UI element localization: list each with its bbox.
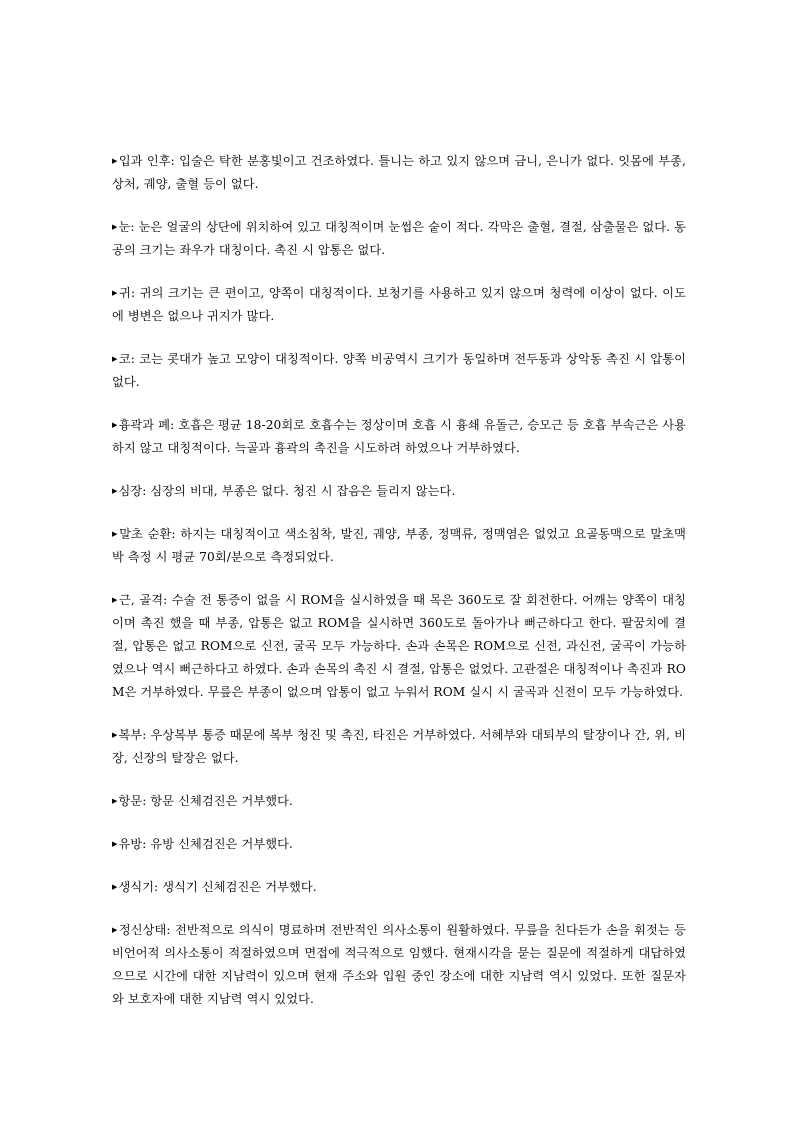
paragraph-peripheral-circulation [112, 523, 686, 569]
triangle-bullet-icon: ▶ [112, 487, 118, 495]
paragraph-text: 생식기: 생식기 신체검진은 거부했다. [118, 880, 317, 894]
document-body [112, 150, 686, 1031]
triangle-bullet-icon: ▶ [112, 731, 118, 739]
paragraph-musculoskeletal [112, 589, 686, 704]
paragraph-abdomen [112, 724, 686, 770]
paragraph-chest-lungs [112, 414, 686, 460]
paragraph-text: 복부: 우상복부 통증 때문에 복부 청진 및 촉진, 타진은 거부하였다. 서혜부와 대퇴부의 탈장이나 간, 위, 비장, 신장의 탈장은 없다. [112, 728, 686, 765]
paragraph-text: 유방: 유방 신체검진은 거부했다. [118, 837, 293, 851]
paragraph-text: 흉곽과 폐: 호흡은 평균 18-20회로 호흡수는 정상이며 호흡 시 흉쇄 유돌근, 승모근 등 호흡 부속근은 사용하지 않고 대칭적이다. 늑골과 흉곽의 촉진을 시도하려 하였으나 거부하였다. [112, 418, 687, 455]
triangle-bullet-icon: ▶ [112, 840, 118, 848]
paragraph-text: 눈: 눈은 얼굴의 상단에 위치하여 있고 대칭적이며 눈썹은 숱이 적다. 각막은 출혈, 결절, 삼출물은 없다. 동공의 크기는 좌우가 대칭이다. 촉진 시 압통은 없다. [112, 220, 686, 257]
paragraph-text: 말초 순환: 하지는 대칭적이고 색소침착, 발진, 궤양, 부종, 정맥류, 정맥염은 없었고 요골동맥으로 말초맥박 측정 시 평균 70회/분으로 측정되었다. [112, 527, 687, 564]
triangle-bullet-icon: ▶ [112, 530, 119, 538]
triangle-bullet-icon: ▶ [112, 223, 118, 231]
paragraph-text: 코: 코는 콧대가 높고 모양이 대칭적이다. 양쪽 비공역시 크기가 동일하며 전두동과 상악동 촉진 시 압통이 없다. [112, 352, 686, 389]
triangle-bullet-icon: ▶ [112, 797, 118, 805]
triangle-bullet-icon: ▶ [112, 421, 118, 429]
paragraph-text: 항문: 항문 신체검진은 거부했다. [118, 794, 293, 808]
paragraph-breast [112, 833, 686, 856]
triangle-bullet-icon: ▶ [112, 596, 119, 604]
triangle-bullet-icon: ▶ [112, 355, 118, 363]
paragraph-text: 심장: 심장의 비대, 부종은 없다. 청진 시 잡음은 들리지 않는다. [118, 484, 456, 498]
paragraph-mental-status [112, 919, 686, 1011]
triangle-bullet-icon: ▶ [112, 157, 118, 165]
paragraph-anus [112, 790, 686, 813]
paragraph-heart [112, 480, 686, 503]
triangle-bullet-icon: ▶ [112, 883, 118, 891]
paragraph-mouth-throat [112, 150, 686, 196]
paragraph-text: 근, 골격: 수술 전 통증이 없을 시 ROM을 실시하였을 때 목은 360도로 잘 회전한다. 어깨는 양쪽이 대칭이며 촉진 했을 때 부종, 압통은 없고 ROM을 실시하면 360도로 돌아가나 뻐근하다고 한다. 팔꿈치에 결절, 압통은 없고 ROM으로 신전, 굴곡 모두 가능하다. 손과 손목은 ROM으로 신전, 과신전, 굴곡이 가능하였으나 역시 뻐근하다고 하였다. 손과 손목의 촉진 시 결절, 압통은 없었다. 고관절은 대칭적이나 촉진과 ROM은 거부하였다. 무릎은 부종이 없으며 압통이 없고 누워서 ROM 실시 시 굴곡과 신전이 모두 가능하였다. [112, 593, 687, 699]
paragraph-text: 입과 인후: 입술은 탁한 분홍빛이고 건조하였다. 틀니는 하고 있지 않으며 금니, 은니가 없다. 잇몸에 부종, 상처, 궤양, 출혈 등이 없다. [112, 154, 687, 191]
paragraph-eyes [112, 216, 686, 262]
paragraph-genitals [112, 876, 686, 899]
paragraph-nose [112, 348, 686, 394]
triangle-bullet-icon: ▶ [112, 289, 119, 297]
paragraph-text: 정신상태: 전반적으로 의식이 명료하며 전반적인 의사소통이 원활하였다. 무릎을 친다든가 손을 휘젓는 등 비언어적 의사소통이 적절하였으며 면접에 적극적으로 임했다. 현재시각을 묻는 질문에 적절하게 대답하였으므로 시간에 대한 지남력이 있으며 현재 주소와 입원 중인 장소에 대한 지남력 역시 있었다. 또한 질문자와 보호자에 대한 지남력 역시 있었다. [112, 923, 686, 1006]
paragraph-text: 귀: 귀의 크기는 큰 편이고, 양쪽이 대칭적이다. 보청기를 사용하고 있지 않으며 청력에 이상이 없다. 이도에 병변은 없으나 귀지가 많다. [112, 286, 687, 323]
triangle-bullet-icon: ▶ [112, 926, 118, 934]
paragraph-ears [112, 282, 686, 328]
